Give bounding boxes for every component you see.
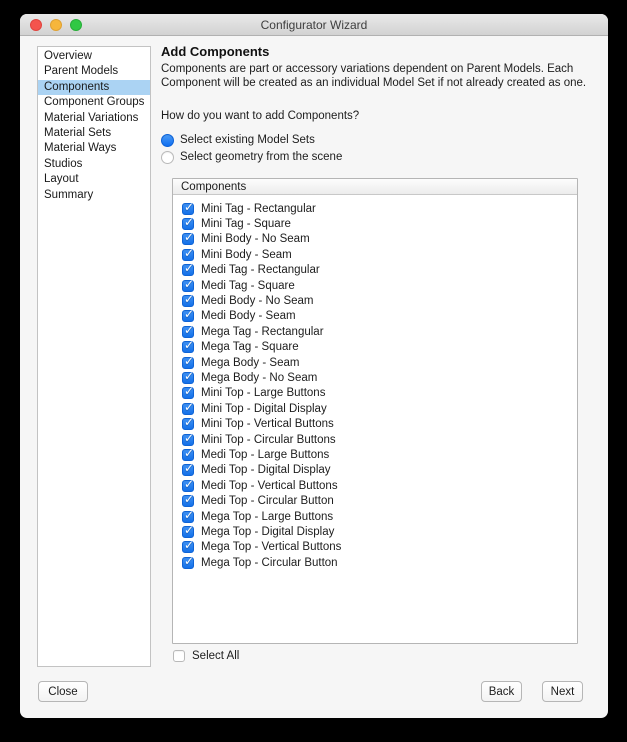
component-checkbox[interactable] bbox=[182, 434, 194, 446]
sidebar-item-studios[interactable]: Studios bbox=[44, 157, 83, 170]
component-label: Mini Tag - Square bbox=[201, 218, 291, 231]
component-row[interactable] bbox=[173, 432, 577, 447]
select-all-row[interactable] bbox=[172, 648, 239, 664]
component-checkbox[interactable] bbox=[182, 495, 194, 507]
component-checkbox[interactable] bbox=[182, 403, 194, 415]
component-checkbox[interactable] bbox=[182, 372, 194, 384]
component-label: Mega Top - Large Buttons bbox=[201, 510, 334, 523]
components-panel-header: Components bbox=[173, 179, 577, 195]
component-label: Medi Top - Large Buttons bbox=[201, 448, 330, 461]
component-label: Mega Tag - Rectangular bbox=[201, 325, 324, 338]
component-label: Mega Body - Seam bbox=[201, 356, 300, 369]
component-row[interactable] bbox=[173, 355, 577, 370]
component-checkbox[interactable] bbox=[182, 280, 194, 292]
component-row[interactable] bbox=[173, 463, 577, 478]
component-row[interactable] bbox=[173, 555, 577, 570]
back-button[interactable]: Back bbox=[481, 681, 522, 702]
component-row[interactable] bbox=[173, 201, 577, 216]
select-all-label: Select All bbox=[192, 650, 240, 662]
radio-option-label: Select existing Model Sets bbox=[180, 134, 315, 146]
component-label: Mini Top - Vertical Buttons bbox=[201, 418, 334, 431]
component-row[interactable] bbox=[173, 370, 577, 385]
component-label: Mega Tag - Square bbox=[201, 341, 299, 354]
next-button[interactable]: Next bbox=[542, 681, 583, 702]
component-row[interactable] bbox=[173, 478, 577, 493]
component-checkbox[interactable] bbox=[182, 449, 194, 461]
component-checkbox[interactable] bbox=[182, 357, 194, 369]
component-label: Medi Body - Seam bbox=[201, 310, 296, 323]
configurator-wizard-window bbox=[20, 14, 608, 718]
component-label: Mega Top - Vertical Buttons bbox=[201, 541, 342, 554]
component-label: Mega Top - Digital Display bbox=[201, 525, 335, 538]
component-row[interactable] bbox=[173, 247, 577, 262]
component-row[interactable] bbox=[173, 401, 577, 416]
question-label: How do you want to add Components? bbox=[161, 110, 360, 122]
component-checkbox[interactable] bbox=[182, 264, 194, 276]
component-label: Mini Top - Circular Buttons bbox=[201, 433, 336, 446]
component-row[interactable] bbox=[173, 509, 577, 524]
component-label: Mini Body - No Seam bbox=[201, 233, 310, 246]
radio-icon[interactable] bbox=[161, 134, 174, 147]
component-label: Mini Top - Large Buttons bbox=[201, 387, 326, 400]
components-panel bbox=[172, 178, 578, 644]
component-label: Medi Tag - Rectangular bbox=[201, 264, 320, 277]
component-checkbox[interactable] bbox=[182, 511, 194, 523]
component-label: Medi Tag - Square bbox=[201, 279, 295, 292]
components-list bbox=[173, 195, 577, 570]
close-window-icon[interactable] bbox=[30, 19, 42, 31]
titlebar[interactable] bbox=[20, 14, 608, 36]
zoom-window-icon[interactable] bbox=[70, 19, 82, 31]
radio-icon[interactable] bbox=[161, 151, 174, 164]
component-label: Medi Top - Vertical Buttons bbox=[201, 479, 338, 492]
component-label: Medi Body - No Seam bbox=[201, 295, 314, 308]
page-title: Add Components bbox=[161, 44, 270, 59]
sidebar-item-material-variations[interactable]: Material Variations bbox=[44, 111, 139, 124]
close-button[interactable]: Close bbox=[38, 681, 88, 702]
component-row[interactable] bbox=[173, 278, 577, 293]
sidebar-item-components[interactable]: Components bbox=[38, 80, 150, 95]
component-row[interactable] bbox=[173, 524, 577, 539]
component-row[interactable] bbox=[173, 324, 577, 339]
sidebar-item-summary[interactable]: Summary bbox=[44, 188, 94, 201]
component-label: Mega Body - No Seam bbox=[201, 371, 318, 384]
component-row[interactable] bbox=[173, 293, 577, 308]
component-checkbox[interactable] bbox=[182, 218, 194, 230]
select-all-checkbox[interactable] bbox=[173, 650, 185, 662]
component-label: Medi Top - Digital Display bbox=[201, 464, 331, 477]
sidebar-item-material-sets[interactable]: Material Sets bbox=[44, 126, 112, 139]
component-checkbox[interactable] bbox=[182, 418, 194, 430]
radio-option-label: Select geometry from the scene bbox=[180, 151, 343, 163]
component-row[interactable] bbox=[173, 340, 577, 355]
component-checkbox[interactable] bbox=[182, 541, 194, 553]
component-checkbox[interactable] bbox=[182, 387, 194, 399]
radio-option[interactable] bbox=[161, 149, 342, 165]
radio-option[interactable] bbox=[161, 132, 342, 148]
component-checkbox[interactable] bbox=[182, 233, 194, 245]
component-checkbox[interactable] bbox=[182, 326, 194, 338]
window-title: Configurator Wizard bbox=[260, 17, 368, 32]
component-row[interactable] bbox=[173, 263, 577, 278]
component-row[interactable] bbox=[173, 416, 577, 431]
add-method-radio-group bbox=[161, 132, 342, 166]
sidebar-item-component-groups[interactable]: Component Groups bbox=[44, 96, 145, 109]
component-row[interactable] bbox=[173, 447, 577, 462]
component-row[interactable] bbox=[173, 309, 577, 324]
minimize-window-icon[interactable] bbox=[50, 19, 62, 31]
wizard-steps-sidebar bbox=[37, 46, 151, 667]
component-row[interactable] bbox=[173, 540, 577, 555]
component-checkbox[interactable] bbox=[182, 464, 194, 476]
description-text: Components are part or accessory variations dependent on Parent Models. Each Component will be created as an individual Model Set if not already created as one. bbox=[161, 63, 587, 89]
sidebar-item-parent-models[interactable]: Parent Models bbox=[44, 65, 119, 78]
component-row[interactable] bbox=[173, 216, 577, 231]
component-checkbox[interactable] bbox=[182, 557, 194, 569]
component-row[interactable] bbox=[173, 232, 577, 247]
sidebar-item-overview[interactable]: Overview bbox=[44, 50, 92, 62]
component-row[interactable] bbox=[173, 386, 577, 401]
component-checkbox[interactable] bbox=[182, 310, 194, 322]
component-label: Mini Tag - Rectangular bbox=[201, 202, 316, 215]
sidebar-item-material-ways[interactable]: Material Ways bbox=[44, 142, 117, 155]
component-checkbox[interactable] bbox=[182, 295, 194, 307]
component-label: Mega Top - Circular Button bbox=[201, 556, 338, 569]
component-label: Mini Body - Seam bbox=[201, 248, 292, 261]
component-checkbox[interactable] bbox=[182, 203, 194, 215]
component-label: Mini Top - Digital Display bbox=[201, 402, 327, 415]
component-checkbox[interactable] bbox=[182, 341, 194, 353]
component-checkbox[interactable] bbox=[182, 249, 194, 261]
sidebar-item-layout[interactable]: Layout bbox=[44, 173, 79, 186]
component-row[interactable] bbox=[173, 493, 577, 508]
component-checkbox[interactable] bbox=[182, 480, 194, 492]
component-label: Medi Top - Circular Button bbox=[201, 495, 334, 508]
component-checkbox[interactable] bbox=[182, 526, 194, 538]
